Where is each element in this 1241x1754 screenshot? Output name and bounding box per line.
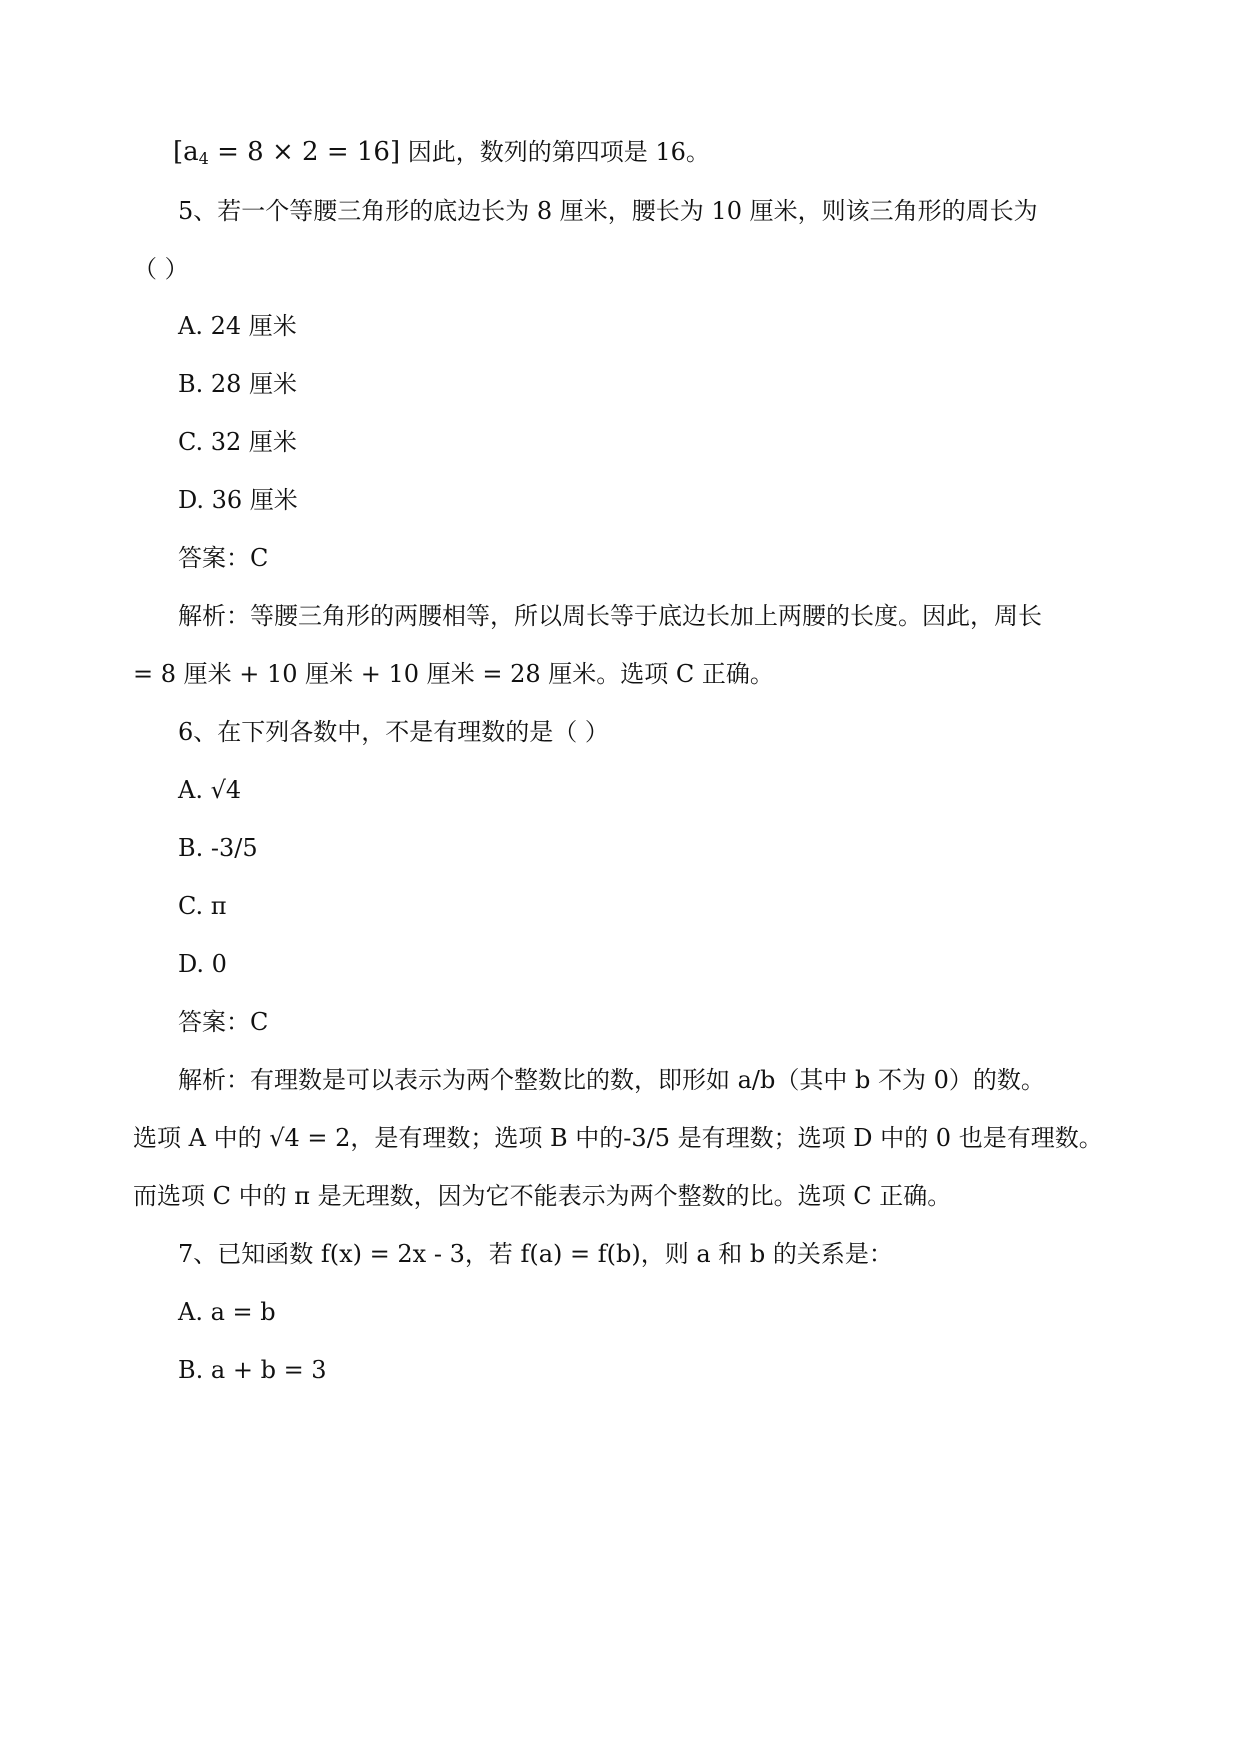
question-6-option-b: B. -3/5 <box>178 834 258 862</box>
question-6-option-a: A. √4 <box>178 776 242 804</box>
question-6-answer: 答案：C <box>178 1008 269 1036</box>
formula: $[a_4 = 8 \times 2 = 16]$ <box>173 137 401 168</box>
question-5-explanation-1: 解析：等腰三角形的两腰相等，所以周长等于底边长加上两腰的长度。因此，周长 <box>178 602 1042 630</box>
question-6-explanation-3: 而选项 C 中的 π 是无理数，因为它不能表示为两个整数的比。选项 C 正确。 <box>133 1182 952 1210</box>
question-6-option-c: C. π <box>178 892 227 920</box>
question-5-option-c: C. 32 厘米 <box>178 428 297 456</box>
question-7-option-a: A. a = b <box>178 1298 276 1326</box>
question-5-explanation-2: = 8 厘米 + 10 厘米 + 10 厘米 = 28 厘米。选项 C 正确。 <box>133 660 774 688</box>
question-5: 5、若一个等腰三角形的底边长为 8 厘米，腰长为 10 厘米，则该三角形的周长为 <box>178 197 1038 225</box>
question-6: 6、在下列各数中，不是有理数的是（ ） <box>178 718 609 746</box>
question-5-option-b: B. 28 厘米 <box>178 370 298 398</box>
question-7: 7、已知函数 f(x) = 2x - 3，若 f(a) = f(b)，则 a 和 b 的关系是： <box>178 1240 893 1268</box>
question-5-option-d: D. 36 厘米 <box>178 486 298 514</box>
question-5-option-a: A. 24 厘米 <box>178 312 297 340</box>
question-5-answer: 答案：C <box>178 544 269 572</box>
question-5-paren: （ ） <box>133 255 189 283</box>
question-6-explanation-2: 选项 A 中的 √4 = 2，是有理数；选项 B 中的-3/5 是有理数；选项 D 中的 0 也是有理数。 <box>133 1124 1103 1152</box>
question-6-explanation-1: 解析：有理数是可以表示为两个整数比的数，即形如 a/b（其中 b 不为 0）的数。 <box>178 1066 1045 1094</box>
conclusion-text: 因此，数列的第四项是 16。 <box>400 138 710 166</box>
question-7-option-b: B. a + b = 3 <box>178 1356 327 1384</box>
question-6-option-d: D. 0 <box>178 950 227 978</box>
sequence-conclusion-line <box>173 136 710 168</box>
